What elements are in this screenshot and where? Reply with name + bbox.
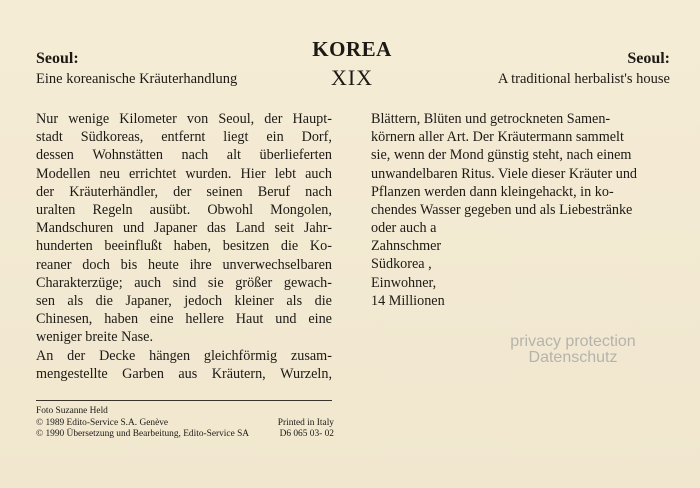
text-line: Südkorea , (371, 256, 432, 273)
text-line: Einwohner, (371, 274, 437, 291)
page-title: KOREA (312, 37, 392, 61)
text-line: uralten Regeln ausübt. Obwohl Mongolen, (36, 202, 332, 219)
text-line: Nur wenige Kilometer von Seoul, der Haupt- (36, 111, 332, 127)
header-right (498, 50, 670, 88)
right-subtitle: A traditional herbalist's house (497, 71, 670, 87)
text-line: der Kräuterhändler, der seinen Beruf nach (36, 183, 332, 200)
text-line: weniger breite Nase. (36, 329, 153, 346)
credits-block (36, 406, 334, 441)
series-number: XIX (330, 65, 374, 90)
credits-row (36, 406, 334, 418)
credits-row (36, 418, 334, 430)
privacy-watermark (498, 334, 648, 366)
copyright-line: © 1989 Edito-Service S.A. Genève (36, 417, 169, 428)
text-line: An der Decke hängen gleichförmig zusam- (36, 347, 332, 364)
watermark-line: privacy protection (510, 333, 636, 350)
text-column-right (371, 110, 673, 219)
watermark-line: Datenschutz (528, 349, 618, 366)
text-line: chendes Wasser gegeben und als Liebestränke (371, 202, 633, 219)
text-line: dessen Wohnstätten nach alt überlieferten (36, 147, 332, 164)
text-line: mengestellte Garben aus Kräutern, Wurzeln, (36, 365, 332, 382)
right-city-heading: Seoul: (627, 50, 670, 67)
text-line: Pflanzen werden dann kleingehackt, in ko- (371, 183, 614, 200)
text-line: reaner doch bis heute ihre unverwechselbaren (36, 256, 332, 273)
text-line: körnern aller Art. Der Kräutermann sammelt (371, 129, 624, 146)
text-line: Zahnschmer (371, 238, 442, 255)
text-line: oder auch a (371, 220, 437, 236)
text-line: Charakterzüge; auch sind sie größer gewach- (36, 274, 332, 291)
left-subtitle: Eine koreanische Kräuterhandlung (36, 71, 238, 87)
left-city-heading: Seoul: (36, 50, 79, 67)
printed-in: Printed in Italy (277, 417, 334, 428)
product-code: D6 065 03- 02 (279, 429, 334, 439)
text-line: Mandschuren und Japaner das Land seit Jahr- (36, 220, 332, 237)
text-column-left (36, 110, 332, 383)
text-line: Chinesen, haben eine hellere Haut und eine (36, 311, 332, 328)
header-center (300, 36, 404, 92)
text-column-right-clipped (371, 219, 453, 309)
text-line: Modellen neu errichtet wurden. Hier lebt auch (36, 165, 332, 182)
photo-credit: Foto Suzanne Held (36, 406, 108, 416)
text-line: 14 Millionen (371, 292, 445, 309)
text-line: stadt Südkoreas, entfernt liegt ein Dorf, (36, 129, 332, 146)
divider (36, 400, 332, 401)
credits-row (36, 429, 334, 441)
text-line: unwandelbaren Ritus. Viele dieser Kräuter und (371, 165, 638, 182)
text-line: hunderten beeinflußt haben, besitzen die Ko- (36, 238, 332, 255)
header-left (36, 50, 237, 88)
text-line: sen als die Japaner, jedoch kleiner als die (36, 293, 332, 310)
copyright-line: © 1990 Übersetzung und Bearbeitung, Edito-Service SA (36, 429, 250, 439)
text-line: Blättern, Blüten und getrockneten Samen- (371, 111, 611, 127)
text-line: sie, wenn der Mond günstig steht, nach einem (371, 147, 632, 164)
